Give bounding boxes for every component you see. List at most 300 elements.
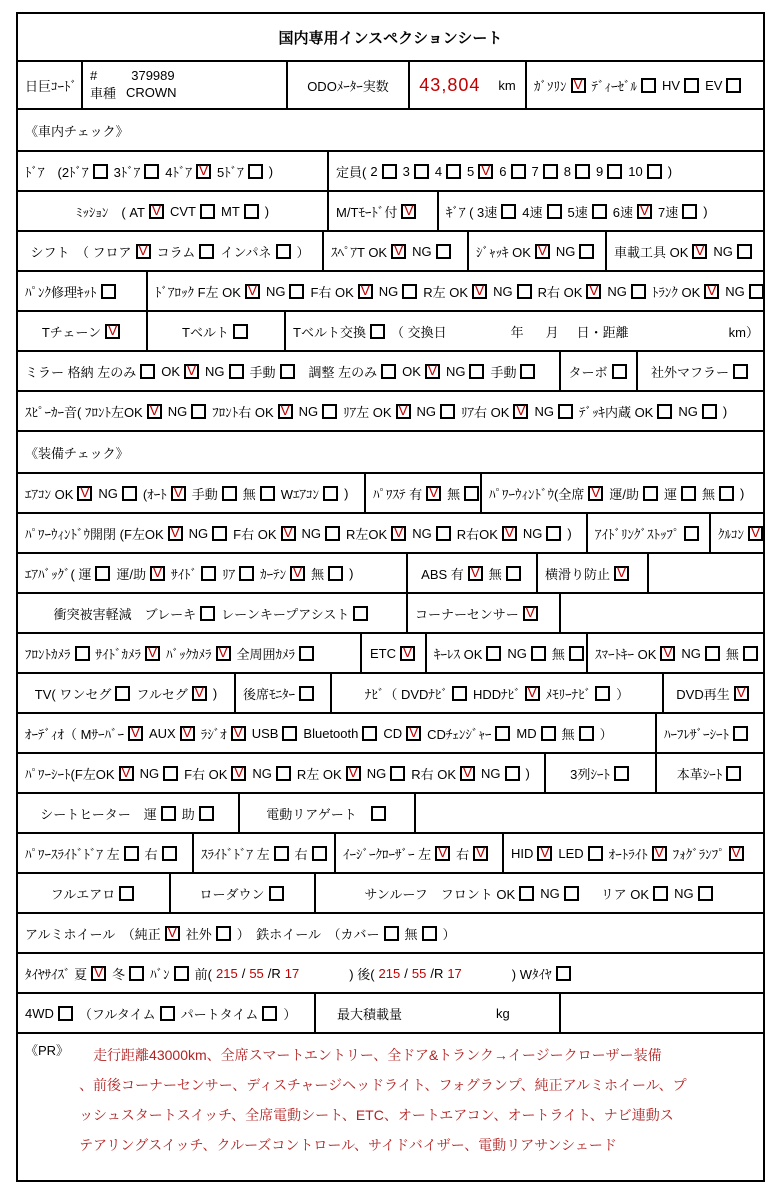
label: ターボ (568, 364, 608, 380)
front-camera-checkbox[interactable] (75, 646, 90, 661)
label: ) (268, 163, 274, 179)
low-down-checkbox[interactable] (269, 886, 284, 901)
pw-rl-ng-checkbox[interactable] (436, 526, 451, 541)
row-mission-cell-0 (18, 192, 329, 230)
capacity-8-checkbox[interactable] (575, 164, 590, 179)
label: NG (205, 363, 225, 379)
jack-ok-checkbox[interactable] (535, 244, 550, 259)
check-mark-icon: V (573, 76, 583, 92)
row-camera-cell-2 (427, 634, 588, 672)
easy-closer-right-checkbox[interactable] (473, 846, 488, 861)
check-mark-icon: V (198, 162, 209, 178)
capacity-3-checkbox[interactable] (414, 164, 429, 179)
gear-5-checkbox[interactable] (592, 204, 607, 219)
label: NG (481, 765, 501, 781)
hid-checkbox[interactable] (537, 846, 552, 861)
check-mark-icon: V (348, 764, 358, 780)
power-steering-yes-checkbox[interactable] (426, 486, 441, 501)
row-slide-door-cell-2 (336, 834, 504, 872)
doorlock-fr-ok-checkbox[interactable] (358, 284, 373, 299)
pw-fl-ng-checkbox[interactable] (212, 526, 227, 541)
pseat-fr-ng-checkbox[interactable] (276, 766, 291, 781)
pseat-rl-ok-checkbox[interactable] (346, 766, 361, 781)
tire-summer-checkbox[interactable] (91, 966, 106, 981)
audio-cd-changer-checkbox[interactable] (495, 726, 510, 741)
label: 3ﾄﾞｱ (113, 164, 141, 180)
smartkey-none-checkbox[interactable] (743, 646, 758, 661)
keyless-ng-checkbox[interactable] (531, 646, 546, 661)
label: CDﾁｪﾝｼﾞｬｰ (427, 726, 492, 742)
label: ETC (370, 645, 396, 661)
label: ) Wﾀｲﾔ (511, 966, 552, 982)
capacity-5-checkbox[interactable] (478, 164, 493, 179)
label: ﾄﾗﾝｸ OK (651, 284, 701, 300)
tire-winter-checkbox[interactable] (129, 966, 144, 981)
mission-at-checkbox[interactable] (149, 204, 164, 219)
4wd-fulltime-checkbox[interactable] (160, 1006, 175, 1021)
speaker-fr-ng-checkbox[interactable] (322, 404, 337, 419)
label: ﾊﾞｯｸｶﾒﾗ (166, 646, 212, 662)
4wd-parttime-checkbox[interactable] (262, 1006, 277, 1021)
t-belt-exchange-checkbox[interactable] (370, 324, 385, 339)
check-mark-icon: V (233, 724, 243, 740)
gear-6-checkbox[interactable] (637, 204, 652, 219)
check-mark-icon: V (402, 644, 413, 660)
doorlock-fl-ng-checkbox[interactable] (289, 284, 304, 299)
label: Wｴｱｺﾝ (280, 486, 320, 502)
led-checkbox[interactable] (588, 846, 603, 861)
check-mark-icon: V (218, 644, 228, 660)
seat-heater-driver-checkbox[interactable] (161, 806, 176, 821)
trunk-ok-checkbox[interactable] (704, 284, 719, 299)
label: Tチェーン (41, 324, 102, 340)
power-slide-left-checkbox[interactable] (124, 846, 139, 861)
pw-fr-ok-checkbox[interactable] (281, 526, 296, 541)
pw-all-checkbox[interactable] (588, 486, 603, 501)
label: ﾘｱ右 OK (461, 404, 510, 420)
label: ﾌﾛﾝﾄｶﾒﾗ (25, 646, 71, 662)
label: NG (534, 403, 554, 419)
door-5-checkbox[interactable] (248, 164, 263, 179)
gear-3-checkbox[interactable] (501, 204, 516, 219)
abs-yes-checkbox[interactable] (468, 566, 483, 581)
check-mark-icon: V (398, 402, 408, 418)
label: ) 後( (349, 966, 375, 982)
row-aero-cell-2 (316, 874, 763, 912)
navi-dvd-checkbox[interactable] (452, 686, 467, 701)
etc-checkbox[interactable] (400, 646, 415, 661)
label: NG (298, 403, 319, 419)
airbag-curtain-checkbox[interactable] (290, 566, 305, 581)
sunroof-rear-ok-checkbox[interactable] (653, 886, 668, 901)
fuel-gasoline-checkbox[interactable] (571, 78, 586, 93)
w-tire-checkbox[interactable] (556, 966, 571, 981)
label: シフト （ フロア (30, 244, 132, 260)
idling-stop-checkbox[interactable] (684, 526, 699, 541)
label: 無 (561, 726, 575, 742)
easy-closer-left-checkbox[interactable] (435, 846, 450, 861)
aftermarket-muffler-checkbox[interactable] (733, 364, 748, 379)
speaker-fl-ok-checkbox[interactable] (147, 404, 162, 419)
check-mark-icon: V (470, 564, 480, 580)
row-tire-cell-0 (18, 954, 763, 992)
label: NG (412, 525, 432, 541)
check-mark-icon: V (170, 524, 180, 540)
label: 無 (447, 486, 461, 502)
spare-tire-ok-checkbox[interactable] (391, 244, 406, 259)
label: ローダウン (199, 886, 265, 902)
jack-ng-checkbox[interactable] (579, 244, 594, 259)
label: 無 (404, 926, 418, 942)
doorlock-fl-ok-checkbox[interactable] (245, 284, 260, 299)
deck-builtin-ng-checkbox[interactable] (702, 404, 717, 419)
label: R右 OK (411, 766, 456, 782)
header-row-cell-3 (410, 62, 527, 108)
audio-bluetooth-checkbox[interactable] (362, 726, 377, 741)
section-equipment (18, 432, 763, 474)
label: コーナーセンサー (415, 606, 519, 622)
pseat-rr-ng-checkbox[interactable] (505, 766, 520, 781)
check-mark-icon: V (591, 484, 601, 500)
label: （ 交換日 (390, 324, 447, 340)
row-mission (18, 192, 763, 232)
shift-inpane-checkbox[interactable] (276, 244, 291, 259)
pw-none-checkbox[interactable] (719, 486, 734, 501)
mission-mt-checkbox[interactable] (244, 204, 259, 219)
check-mark-icon: V (731, 844, 741, 860)
label: 無 (551, 646, 565, 662)
around-view-camera-checkbox[interactable] (299, 646, 314, 661)
dvd-play-checkbox[interactable] (734, 686, 749, 701)
airbag-rear-checkbox[interactable] (239, 566, 254, 581)
lane-keep-assist-checkbox[interactable] (353, 606, 368, 621)
keyless-none-checkbox[interactable] (569, 646, 584, 661)
label: / (404, 965, 408, 981)
label: コラム (156, 244, 196, 260)
sunroof-front-ok-checkbox[interactable] (519, 886, 534, 901)
cruise-control-checkbox[interactable] (748, 526, 763, 541)
navi-memory-checkbox[interactable] (595, 686, 610, 701)
speaker-rl-ok-checkbox[interactable] (396, 404, 411, 419)
capacity-6-checkbox[interactable] (511, 164, 526, 179)
label: ） (442, 926, 456, 942)
full-aero-checkbox[interactable] (119, 886, 134, 901)
row-collision-cell-0 (18, 594, 408, 632)
side-camera-checkbox[interactable] (145, 646, 160, 661)
row-tire (18, 954, 763, 994)
header-row-cell-1 (83, 62, 288, 108)
mirror-adjust-left-only-checkbox[interactable] (381, 364, 396, 379)
label: 2 (370, 163, 378, 179)
pw-rr-ok-checkbox[interactable] (502, 526, 517, 541)
aircon-none-checkbox[interactable] (260, 486, 275, 501)
tv-fullseg-checkbox[interactable] (192, 686, 207, 701)
doorlock-rl-ng-checkbox[interactable] (517, 284, 532, 299)
row-mirror-cell-0 (18, 352, 561, 390)
slide-right-checkbox[interactable] (312, 846, 327, 861)
label: ｽﾍﾟｱT OK (331, 244, 388, 260)
turbo-checkbox[interactable] (612, 364, 627, 379)
abs-no-checkbox[interactable] (506, 566, 521, 581)
leather-seat-checkbox[interactable] (726, 766, 741, 781)
navi-hdd-checkbox[interactable] (525, 686, 540, 701)
row-tchain-cell-2 (286, 312, 763, 350)
aircon-manual-checkbox[interactable] (222, 486, 237, 501)
auto-light-checkbox[interactable] (652, 846, 667, 861)
label: ﾊﾟﾜｰｳｨﾝﾄﾞｳ開閉 (F左OK (25, 526, 164, 542)
pseat-fr-ok-checkbox[interactable] (231, 766, 246, 781)
speaker-rr-ok-checkbox[interactable] (513, 404, 528, 419)
stability-control-checkbox[interactable] (614, 566, 629, 581)
label: 全周囲ｶﾒﾗ (236, 646, 296, 662)
label: NG (412, 243, 432, 259)
airbag-driver-checkbox[interactable] (95, 566, 110, 581)
check-mark-icon: V (654, 844, 664, 860)
capacity-10-checkbox[interactable] (647, 164, 662, 179)
row-seat-heater-cell-0 (18, 794, 240, 832)
label: HDDﾅﾋﾞ (472, 686, 521, 702)
pw-rl-ok-checkbox[interactable] (391, 526, 406, 541)
power-rear-gate-checkbox[interactable] (371, 806, 386, 821)
power-steering-no-checkbox[interactable] (464, 486, 479, 501)
aircon-auto-checkbox[interactable] (171, 486, 186, 501)
speaker-rr-ng-checkbox[interactable] (558, 404, 573, 419)
mt-mode-checkbox[interactable] (401, 204, 416, 219)
header-row (18, 62, 763, 110)
audio-radio-checkbox[interactable] (231, 726, 246, 741)
check-mark-icon: V (589, 282, 599, 298)
pw-driver-checkbox[interactable] (681, 486, 696, 501)
label: フルセグ (136, 686, 188, 702)
label: ﾊﾟﾜｰｳｨﾝﾄﾞｳ(全席 (489, 486, 585, 502)
pseat-fl-ng-checkbox[interactable] (163, 766, 178, 781)
label: 7速 (658, 204, 679, 220)
mirror-adjust-ng-checkbox[interactable] (469, 364, 484, 379)
airbag-driver-passenger-checkbox[interactable] (150, 566, 165, 581)
label: NG (301, 525, 322, 541)
third-row-seat-checkbox[interactable] (614, 766, 629, 781)
label: ) (667, 163, 673, 179)
label: 助 (181, 806, 195, 822)
row-tchain-cell-0 (18, 312, 148, 350)
label: HID (511, 845, 534, 861)
deck-builtin-ok-checkbox[interactable] (657, 404, 672, 419)
gear-7-checkbox[interactable] (682, 204, 697, 219)
capacity-7-checkbox[interactable] (543, 164, 558, 179)
corner-sensor-checkbox[interactable] (523, 606, 538, 621)
pw-rr-ng-checkbox[interactable] (546, 526, 561, 541)
door-3-checkbox[interactable] (144, 164, 159, 179)
label: ｴｱｺﾝ OK (25, 486, 74, 502)
label: ｸﾙｺﾝ (718, 526, 744, 542)
back-camera-checkbox[interactable] (216, 646, 231, 661)
label: 3列ｼｰﾄ (570, 766, 610, 782)
tv-oneseg-checkbox[interactable] (115, 686, 130, 701)
label: (ｵｰﾄ (142, 486, 167, 502)
smartkey-ng-checkbox[interactable] (705, 646, 720, 661)
label: ABS 有 (421, 566, 464, 582)
row-camera (18, 634, 763, 674)
check-mark-icon: V (121, 764, 131, 780)
rear-monitor-checkbox[interactable] (299, 686, 314, 701)
alloy-genuine-checkbox[interactable] (165, 926, 180, 941)
doorlock-rr-ok-checkbox[interactable] (586, 284, 601, 299)
door-4-checkbox[interactable] (196, 164, 211, 179)
label: ミラー 格納 左のみ (25, 364, 137, 380)
shift-floor-checkbox[interactable] (136, 244, 151, 259)
row-mirror-cell-2 (638, 352, 763, 390)
steel-none-checkbox[interactable] (422, 926, 437, 941)
fuel-hv-checkbox[interactable] (684, 78, 699, 93)
pseat-fl-ok-checkbox[interactable] (119, 766, 134, 781)
mirror-fold-left-only-checkbox[interactable] (140, 364, 155, 379)
label: ｷｰﾚｽ OK (434, 646, 483, 662)
label: NG (555, 243, 576, 259)
label: ｲｰｼﾞｰｸﾛｰｻﾞｰ 左 (343, 846, 432, 862)
mirror-fold-manual-checkbox[interactable] (280, 364, 295, 379)
check-mark-icon: V (736, 684, 746, 700)
label: R右 OK (537, 284, 583, 300)
4wd-checkbox[interactable] (58, 1006, 73, 1021)
inspection-sheet (16, 12, 765, 1182)
section-interior (18, 110, 763, 152)
t-belt-checkbox[interactable] (233, 324, 248, 339)
gear-4-checkbox[interactable] (547, 204, 562, 219)
audio-md-checkbox[interactable] (541, 726, 556, 741)
pw-fl-ok-checkbox[interactable] (168, 526, 183, 541)
row-4wd-cell-2 (561, 994, 763, 1032)
audio-aux-checkbox[interactable] (180, 726, 195, 741)
label: 7 (531, 163, 539, 179)
half-leather-seat-checkbox[interactable] (733, 726, 748, 741)
capacity-4-checkbox[interactable] (446, 164, 461, 179)
label: /R (430, 965, 444, 981)
steel-cover-checkbox[interactable] (384, 926, 399, 941)
keyless-ok-checkbox[interactable] (486, 646, 501, 661)
label: ｱｲﾄﾞﾘﾝｸﾞｽﾄｯﾌﾟ (595, 526, 680, 542)
spare-tire-ng-checkbox[interactable] (436, 244, 451, 259)
w-aircon-checkbox[interactable] (323, 486, 338, 501)
row-aero (18, 874, 763, 914)
label: ｴｱﾊﾞｯｸﾞ( 運 (25, 566, 92, 582)
capacity-2-checkbox[interactable] (382, 164, 397, 179)
smartkey-ok-checkbox[interactable] (660, 646, 675, 661)
label: 定員( (336, 164, 367, 180)
row-door-cell-1 (329, 152, 763, 190)
sunroof-front-ng-checkbox[interactable] (564, 886, 579, 901)
seat-heater-passenger-checkbox[interactable] (199, 806, 214, 821)
pseat-rl-ng-checkbox[interactable] (390, 766, 405, 781)
label: 車載工具 OK (614, 244, 689, 260)
row-shift-cell-1 (324, 232, 469, 270)
tools-ng-checkbox[interactable] (737, 244, 752, 259)
row-4wd-cell-0 (18, 994, 316, 1032)
door-2-checkbox[interactable] (93, 164, 108, 179)
t-chain-checkbox[interactable] (105, 324, 120, 339)
mirror-adjust-manual-checkbox[interactable] (520, 364, 535, 379)
label: ﾊﾟﾜｰｽﾗｲﾄﾞﾄﾞｱ 左 (25, 846, 120, 862)
label: 3 (402, 163, 410, 179)
label: 無 (311, 566, 325, 582)
fuel-ev-checkbox[interactable] (726, 78, 741, 93)
slide-left-checkbox[interactable] (274, 846, 289, 861)
label: HV (662, 77, 681, 93)
capacity-9-checkbox[interactable] (607, 164, 622, 179)
row-tv-navi (18, 674, 763, 714)
collision-brake-checkbox[interactable] (200, 606, 215, 621)
label: ﾊﾞﾝ (150, 966, 170, 982)
tools-ok-checkbox[interactable] (692, 244, 707, 259)
speaker-fr-ok-checkbox[interactable] (278, 404, 293, 419)
audio-none-checkbox[interactable] (579, 726, 594, 741)
mirror-fold-ng-checkbox[interactable] (229, 364, 244, 379)
row-door-cell-0 (18, 152, 329, 190)
check-mark-icon: V (481, 162, 491, 178)
label: ) (567, 525, 572, 541)
doorlock-rl-ok-checkbox[interactable] (472, 284, 487, 299)
doorlock-rr-ng-checkbox[interactable] (631, 284, 646, 299)
label: NG (607, 283, 627, 299)
audio-music-server-checkbox[interactable] (128, 726, 143, 741)
pw-driver-passenger-checkbox[interactable] (643, 486, 658, 501)
aircon-ok-checkbox[interactable] (77, 486, 92, 501)
fog-lamp-checkbox[interactable] (729, 846, 744, 861)
label: 社外マフラー (650, 364, 729, 380)
mirror-adjust-ok-checkbox[interactable] (425, 364, 440, 379)
sunroof-rear-ng-checkbox[interactable] (698, 886, 713, 901)
label: 10 (628, 163, 643, 179)
label: ｵｰﾄﾗｲﾄ (608, 846, 648, 862)
alloy-aftermarket-checkbox[interactable] (216, 926, 231, 941)
mirror-fold-ok-checkbox[interactable] (184, 364, 199, 379)
puncture-kit-checkbox[interactable] (101, 284, 116, 299)
power-slide-right-checkbox[interactable] (162, 846, 177, 861)
label: 6速 (612, 204, 633, 220)
check-mark-icon: V (107, 322, 118, 338)
fuel-diesel-checkbox[interactable] (641, 78, 656, 93)
label: ) (349, 565, 354, 581)
audio-usb-checkbox[interactable] (282, 726, 297, 741)
speaker-rl-ng-checkbox[interactable] (440, 404, 455, 419)
row-aircon (18, 474, 763, 514)
odo-unit: km (498, 77, 516, 93)
mission-cvt-checkbox[interactable] (200, 204, 215, 219)
label: ﾌﾛﾝﾄ右 OK (212, 404, 274, 420)
airbag-side-checkbox[interactable] (201, 566, 216, 581)
tire-van-checkbox[interactable] (174, 966, 189, 981)
airbag-none-checkbox[interactable] (328, 566, 343, 581)
shift-column-checkbox[interactable] (199, 244, 214, 259)
row-power-seat (18, 754, 763, 794)
label: ) (740, 485, 745, 501)
label: ｽﾗｲﾄﾞﾄﾞｱ 左 (201, 846, 270, 862)
label: NG (507, 645, 527, 661)
label: R左OK (346, 526, 388, 542)
row-puncture-doorlock-cell-0 (18, 272, 148, 310)
audio-cd-checkbox[interactable] (406, 726, 421, 741)
check-mark-icon: V (527, 684, 537, 700)
trunk-ng-checkbox[interactable] (749, 284, 763, 299)
pseat-rr-ok-checkbox[interactable] (460, 766, 475, 781)
label: 右 (456, 846, 470, 862)
doorlock-fr-ng-checkbox[interactable] (402, 284, 417, 299)
pw-fr-ng-checkbox[interactable] (325, 526, 340, 541)
speaker-fl-ng-checkbox[interactable] (191, 404, 206, 419)
label: ｽﾋﾟｰｶｰ音( ﾌﾛﾝﾄ左OK (25, 404, 143, 420)
aircon-ng-checkbox[interactable] (122, 486, 137, 501)
row-seat-heater (18, 794, 763, 834)
row-power-seat-cell-0 (18, 754, 546, 792)
